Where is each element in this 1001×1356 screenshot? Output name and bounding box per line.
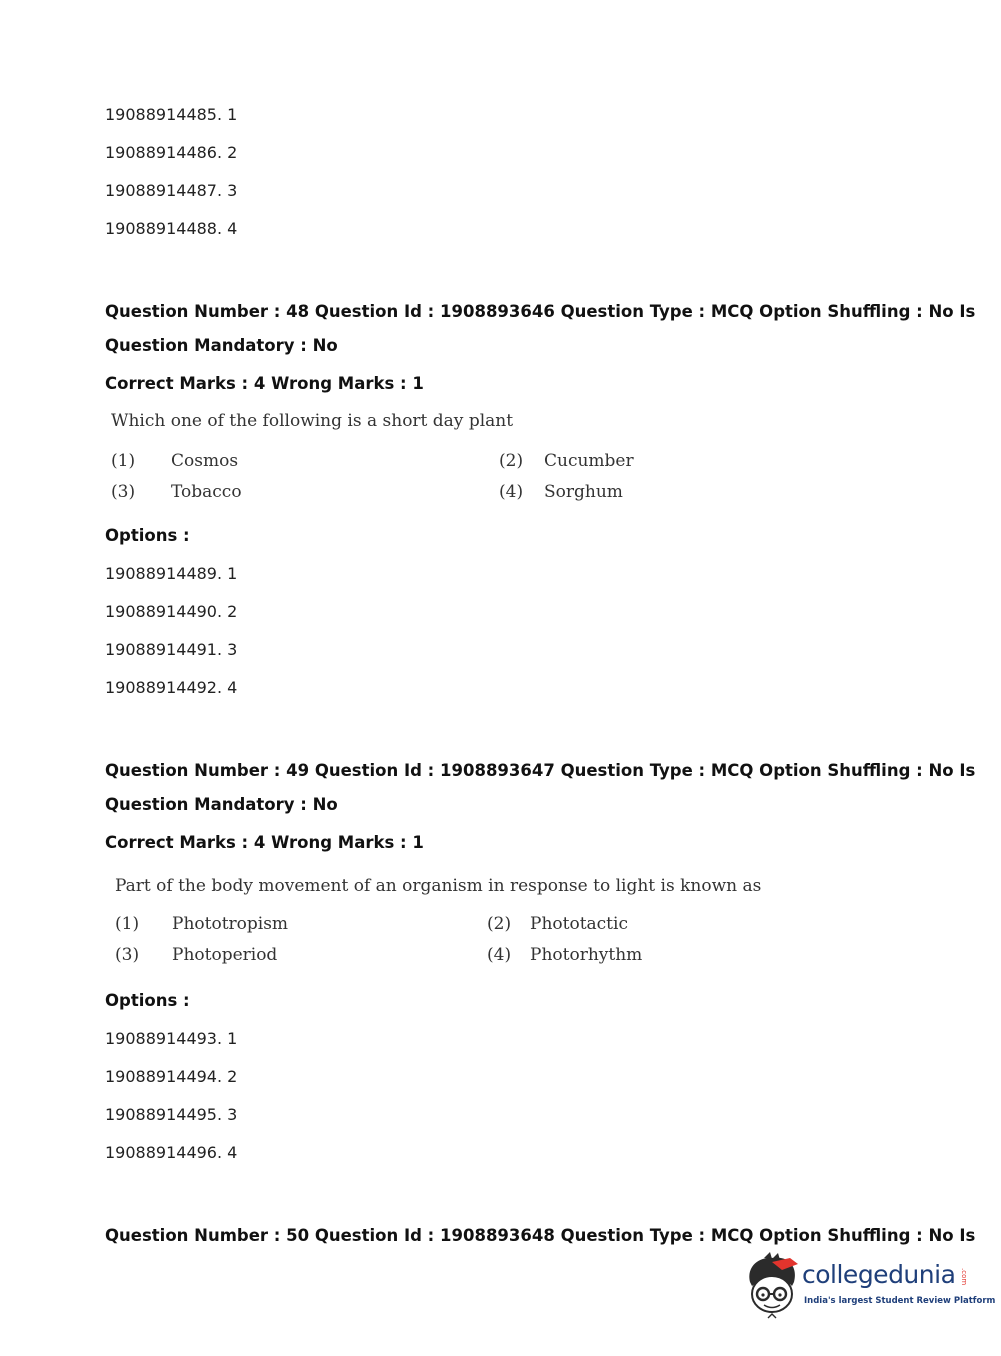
q50-header: Question Number : 50 Question Id : 1908893648 Question Type : MCQ Option Shuffling : No Is <box>105 1226 976 1245</box>
q48-choice-3 <box>111 481 242 503</box>
logo-com: .com <box>960 1268 968 1286</box>
choice-text: Phototactic <box>530 914 628 934</box>
q49-options-label: Options : <box>105 991 190 1010</box>
q48-choice-4 <box>499 481 623 503</box>
choice-number: (4) <box>487 945 512 965</box>
option-line: 19088914485. 1 <box>105 105 238 124</box>
q49-marks: Correct Marks : 4 Wrong Marks : 1 <box>105 833 424 852</box>
option-line: 19088914488. 4 <box>105 219 238 238</box>
choice-number: (2) <box>499 451 524 471</box>
q48-mandatory: Question Mandatory : No <box>105 336 338 355</box>
option-line: 19088914494. 2 <box>105 1067 238 1086</box>
choice-text: Cucumber <box>544 451 634 471</box>
option-line: 19088914496. 4 <box>105 1143 238 1162</box>
choice-text: Photorhythm <box>530 945 643 965</box>
option-line: 19088914490. 2 <box>105 602 238 621</box>
choice-number: (3) <box>115 945 140 965</box>
q48-choice-1 <box>111 450 238 472</box>
q49-mandatory: Question Mandatory : No <box>105 795 338 814</box>
option-line: 19088914489. 1 <box>105 564 238 583</box>
choice-number: (3) <box>111 482 136 502</box>
q48-stem: Which one of the following is a short day plant <box>111 411 514 431</box>
q49-choice-1 <box>115 913 288 935</box>
choice-text: Phototropism <box>172 914 289 934</box>
choice-number: (1) <box>111 451 136 471</box>
q49-choice-3 <box>115 944 277 966</box>
collegedunia-logo <box>742 1252 996 1322</box>
q49-header: Question Number : 49 Question Id : 1908893647 Question Type : MCQ Option Shuffling : No Is <box>105 761 976 780</box>
choice-text: Cosmos <box>171 451 239 471</box>
option-line: 19088914495. 3 <box>105 1105 238 1124</box>
option-line: 19088914486. 2 <box>105 143 238 162</box>
option-line: 19088914491. 3 <box>105 640 238 659</box>
choice-number: (1) <box>115 914 140 934</box>
q49-stem: Part of the body movement of an organism in response to light is known as <box>115 876 762 896</box>
choice-text: Tobacco <box>171 482 242 502</box>
choice-text: Sorghum <box>544 482 623 502</box>
q49-choice-4 <box>487 944 642 966</box>
choice-number: (2) <box>487 914 512 934</box>
choice-number: (4) <box>499 482 524 502</box>
logo-tagline: India's largest Student Review Platform <box>804 1296 996 1306</box>
choice-text: Photoperiod <box>172 945 278 965</box>
q49-choice-2 <box>487 913 628 935</box>
option-line: 19088914487. 3 <box>105 181 238 200</box>
q48-header: Question Number : 48 Question Id : 1908893646 Question Type : MCQ Option Shuffling : No Is <box>105 302 976 321</box>
option-line: 19088914493. 1 <box>105 1029 238 1048</box>
q48-choice-2 <box>499 450 634 472</box>
q48-marks: Correct Marks : 4 Wrong Marks : 1 <box>105 374 424 393</box>
logo-brand: collegedunia <box>802 1260 956 1289</box>
mascot-icon <box>742 1252 804 1322</box>
option-line: 19088914492. 4 <box>105 678 238 697</box>
q48-options-label: Options : <box>105 526 190 545</box>
